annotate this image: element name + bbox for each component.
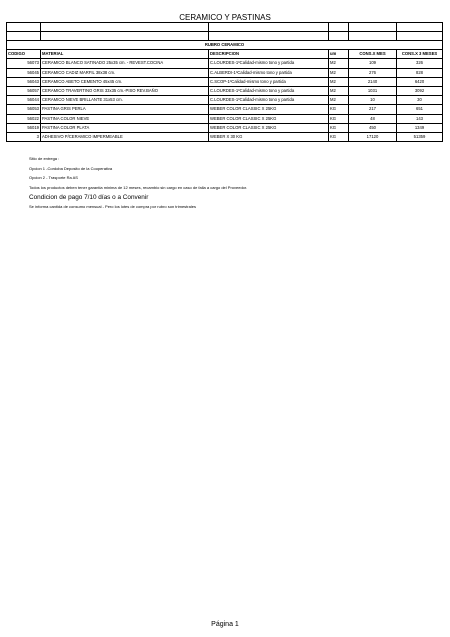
delivery-site-label: Sitio de entrega : <box>29 156 60 161</box>
cell-material: CERAMICO BLANCO SATINADO 25x35 cm. - REVEST.COCINA <box>41 59 209 68</box>
cell-cons-mes: 217 <box>349 105 397 114</box>
cell-descripcion: WEBER COLOR CLASSIC X 25KG <box>209 105 329 114</box>
cell-cons-3-meses: 651 <box>397 105 443 114</box>
delivery-option-1: Opcion 1 -Cordoba Deposito de la Cooperativa <box>29 165 113 171</box>
table-row <box>7 105 443 114</box>
table-row <box>7 59 443 68</box>
cell-cons-3-meses: 6420 <box>397 77 443 86</box>
cell-descripcion: WEBER COLOR CLASSIC X 25KG <box>209 123 329 132</box>
cell-cons-mes: 10 <box>349 96 397 105</box>
header-um: um <box>329 50 349 59</box>
cell-um: KG <box>329 114 349 123</box>
page-number: Página 1 <box>211 621 239 628</box>
cell-material: CERAMICO TRAVERTINO GRIS 33x35 cm.-PISO REV.BAÑO <box>41 86 209 95</box>
cell-um: M2 <box>329 77 349 86</box>
header-cons-3-meses: CONS.X 3 MESES <box>397 50 443 59</box>
cell-cons-mes: 109 <box>349 59 397 68</box>
cell-um: M2 <box>329 96 349 105</box>
header-row <box>7 50 443 59</box>
cell-descripcion: C.LOURDES-1ºCalidad-mismo tono y partida <box>209 86 329 95</box>
cell-material: CERAMICO ABETO CEMENTO 45x45 cm. <box>41 77 209 86</box>
cell-material: CERAMICO CADIZ MARFIL 38x38 cm. <box>41 68 209 77</box>
table-row <box>7 123 443 132</box>
cell-um: M2 <box>329 86 349 95</box>
table-row <box>7 86 443 95</box>
cell-codigo: 56019 <box>7 123 41 132</box>
cell-cons-mes: 1031 <box>349 86 397 95</box>
blank-row <box>7 23 443 32</box>
category-row <box>7 41 443 50</box>
category-label: RUBRO CERAMICO <box>7 41 443 50</box>
cell-codigo: 56073 <box>7 59 41 68</box>
blank-row <box>7 32 443 41</box>
cell-cons-mes: 2140 <box>349 77 397 86</box>
cell-material: ADHESIVO P/CERAMICO IMPERMEABLE <box>41 132 209 141</box>
cell-cons-3-meses: 326 <box>397 59 443 68</box>
consumption-note: Se informa cantida de consumo mensual - Pero los lotes de compra por rubro son trimestrales <box>29 204 196 209</box>
payment-condition: Condicion de pago 7/10 días o a Convenir <box>29 194 149 201</box>
cell-cons-3-meses: 30 <box>397 96 443 105</box>
cell-descripcion: C.ALBERDI-1ºCalidad-mismo tono y partida <box>209 68 329 77</box>
header-descripcion: DESCRIPCION <box>209 50 329 59</box>
notes-section <box>29 156 247 214</box>
table-row <box>7 68 443 77</box>
table-row <box>7 132 443 141</box>
cell-descripcion: WEBER COLOR CLASSIC X 25KG <box>209 114 329 123</box>
table-row <box>7 96 443 105</box>
header-material: MATERIAL <box>41 50 209 59</box>
cell-um: KG <box>329 105 349 114</box>
cell-cons-3-meses: 1349 <box>397 123 443 132</box>
cell-cons-3-meses: 828 <box>397 68 443 77</box>
cell-codigo: 56043 <box>7 77 41 86</box>
cell-cons-3-meses: 51359 <box>397 132 443 141</box>
delivery-option-2: Opcion 2 - Trasporte Ra AS <box>29 175 78 180</box>
warranty-note: Todos los productos deben tener garantia minima de 12 meses, recambio sin cargo en caso de falla a cargo del Proveedor. <box>29 184 248 190</box>
cell-cons-3-meses: 3092 <box>397 86 443 95</box>
document-title: CERAMICO Y PASTINAS <box>179 13 271 22</box>
cell-material: CERAMICO NIEVE BRILLANTE 31x53 cm. <box>41 96 209 105</box>
cell-material: PASTINA COLOR PLATA <box>41 123 209 132</box>
cell-codigo: 3 <box>7 132 41 141</box>
cell-cons-mes: 17120 <box>349 132 397 141</box>
header-codigo: CODIGO <box>7 50 41 59</box>
cell-descripcion: C.LOURDES-1ºCalidad-mismo tono y partida <box>209 59 329 68</box>
cell-codigo: 56022 <box>7 114 41 123</box>
cell-cons-mes: 450 <box>349 123 397 132</box>
table-row <box>7 114 443 123</box>
cell-cons-mes: 48 <box>349 114 397 123</box>
cell-um: KG <box>329 132 349 141</box>
spreadsheet <box>6 22 442 142</box>
cell-descripcion: C.LOURDES-1ºCalidad-mismo tono y partida <box>209 96 329 105</box>
cell-codigo: 56053 <box>7 105 41 114</box>
cell-descripcion: WEBER X 30 KG <box>209 132 329 141</box>
cell-descripcion: C.SCOP-1ºCalidad-mismo tono y partida <box>209 77 329 86</box>
cell-codigo: 56045 <box>7 68 41 77</box>
cell-material: PASTINA COLOR NIEVE <box>41 114 209 123</box>
cell-um: M2 <box>329 59 349 68</box>
table-row <box>7 77 443 86</box>
cell-material: PASTINA GRIS PERLA <box>41 105 209 114</box>
cell-codigo: 56057 <box>7 86 41 95</box>
cell-cons-mes: 276 <box>349 68 397 77</box>
header-cons-mes: CONS.X MES <box>349 50 397 59</box>
materials-table <box>6 22 443 142</box>
cell-cons-3-meses: 143 <box>397 114 443 123</box>
cell-um: M2 <box>329 68 349 77</box>
cell-codigo: 56044 <box>7 96 41 105</box>
cell-um: KG <box>329 123 349 132</box>
